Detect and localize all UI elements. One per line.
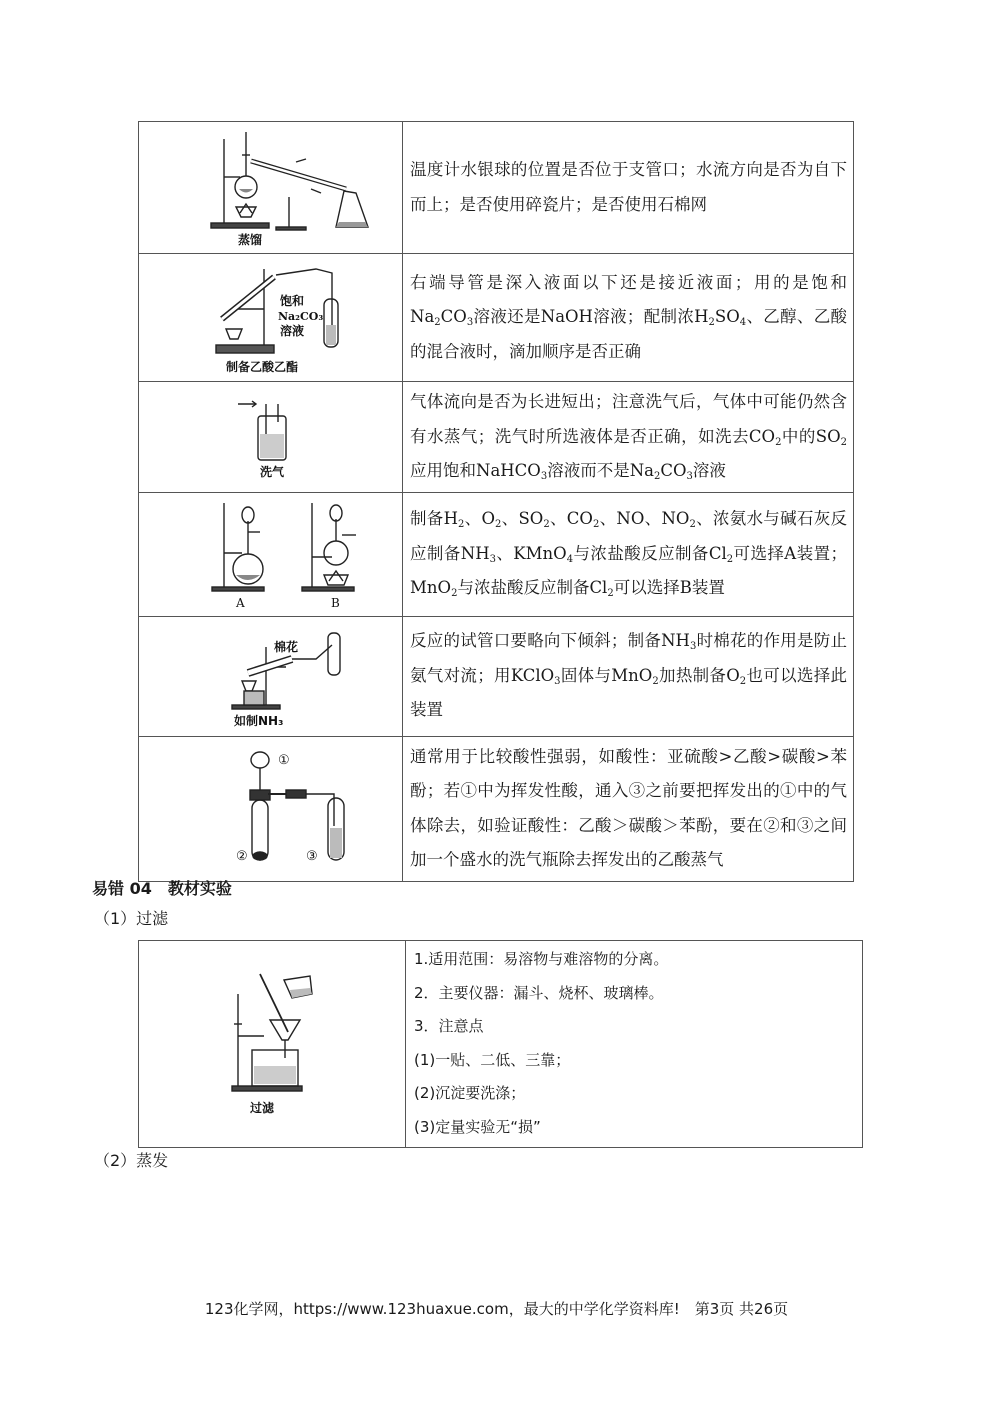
cotton-label: 棉花 — [273, 640, 298, 654]
filtration-line: (1)一贴、二低、三靠； — [414, 1050, 571, 1069]
filtration-diagram — [212, 954, 332, 1134]
mark-3: ③ — [305, 848, 318, 864]
gas-washing-diagram — [156, 392, 386, 482]
filtration-line: 1.适用范围：易溶物与难溶物的分离。 — [414, 950, 669, 968]
filtration-line: 2．主要仪器：漏斗、烧杯、玻璃棒。 — [414, 983, 664, 1002]
generator-figure-cell — [139, 492, 403, 616]
gas-washing-figure-cell — [139, 382, 403, 493]
distillation-caption: 蒸馏 — [237, 232, 262, 247]
filtration-table — [138, 940, 863, 1148]
subsection-evaporation: （2）蒸发 — [94, 1151, 169, 1170]
gas-washing-caption: 洗气 — [259, 464, 284, 479]
generator-diagrams — [156, 497, 386, 611]
acidity-figure-cell — [139, 736, 403, 881]
filtration-figure-cell — [139, 941, 406, 1148]
filtration-notes — [406, 941, 863, 1148]
ammonia-figure-cell — [139, 616, 403, 736]
solution-label: 溶液 — [279, 323, 304, 338]
acidity-text: 通常用于比较酸性强弱，如酸性：亚硫酸>乙酸>碳酸>苯酚；若①中为挥发性酸，通入③之前要把挥发出的①中的气体除去，如验证酸性：乙酸＞碳酸＞苯酚，要在②和③之间加一个盛水的洗气瓶除去挥发出的乙酸蒸气 — [403, 736, 854, 881]
ethyl-acetate-diagram — [156, 259, 386, 377]
ethyl-acetate-caption: 制备乙酸乙酯 — [225, 359, 298, 374]
acidity-diagram — [156, 746, 386, 872]
mark-1: ① — [277, 752, 290, 768]
ethyl-acetate-figure-cell — [139, 254, 403, 382]
label-b: B — [330, 596, 340, 610]
apparatus-table — [138, 121, 854, 882]
subsection-filtration: （1）过滤 — [94, 909, 169, 928]
filtration-line: (2)沉淀要洗涤； — [414, 1084, 526, 1103]
page-footer: 123化学网，https://www.123huaxue.com，最大的中学化学资料库! 第3页 共26页 — [204, 1300, 789, 1318]
saturated-label: 饱和 — [279, 293, 304, 308]
label-a: A — [235, 596, 245, 610]
distillation-figure-cell — [139, 122, 403, 254]
filtration-line: 3．注意点 — [414, 1017, 484, 1036]
gas-washing-text: 气体流向是否为长进短出；注意洗气后，气体中可能仍然含有水蒸气；洗气时所选液体是否正确，如洗去$CO_2$中的$SO_2$应用饱和NaHCO$_3$溶液而不是$Na_2CO_3$溶液 — [403, 382, 854, 493]
ammonia-caption: 如制NH₃ — [233, 714, 283, 728]
section-heading: 易错 04 教材实验 — [92, 879, 232, 898]
filtration-caption: 过滤 — [250, 1100, 275, 1115]
generator-text: 制备$H_2$、$O_2$、$SO_2$、$CO_2$、NO、$NO_2$、浓氨水与碱石灰反应制备$NH_3$、KMnO$_4$与浓盐酸反应制备$Cl_2$可选择A装置；MnO$_2$与浓盐酸反应制备$Cl_2$可以选择B装置 — [403, 492, 854, 616]
filtration-line: (3)定量实验无“损” — [414, 1117, 541, 1136]
distillation-text: 温度计水银球的位置是否位于支管口；水流方向是否为自下而上；是否使用碎瓷片；是否使用石棉网 — [403, 122, 854, 254]
mark-2: ② — [235, 848, 248, 864]
ammonia-diagram — [156, 621, 386, 731]
distillation-diagram — [156, 127, 386, 249]
na2co3-label: Na₂CO₃ — [277, 309, 323, 323]
ethyl-acetate-text: 右端导管是深入液面以下还是接近液面；用的是饱和$Na_2CO_3$溶液还是NaOH溶液；配制浓$H_2SO_4$、乙醇、乙酸的混合液时，滴加顺序是否正确 — [403, 254, 854, 382]
ammonia-text: 反应的试管口要略向下倾斜；制备$NH_3$时棉花的作用是防止氨气对流；用KClO$_3$固体与MnO$_2$加热制备$O_2$也可以选择此装置 — [403, 616, 854, 736]
